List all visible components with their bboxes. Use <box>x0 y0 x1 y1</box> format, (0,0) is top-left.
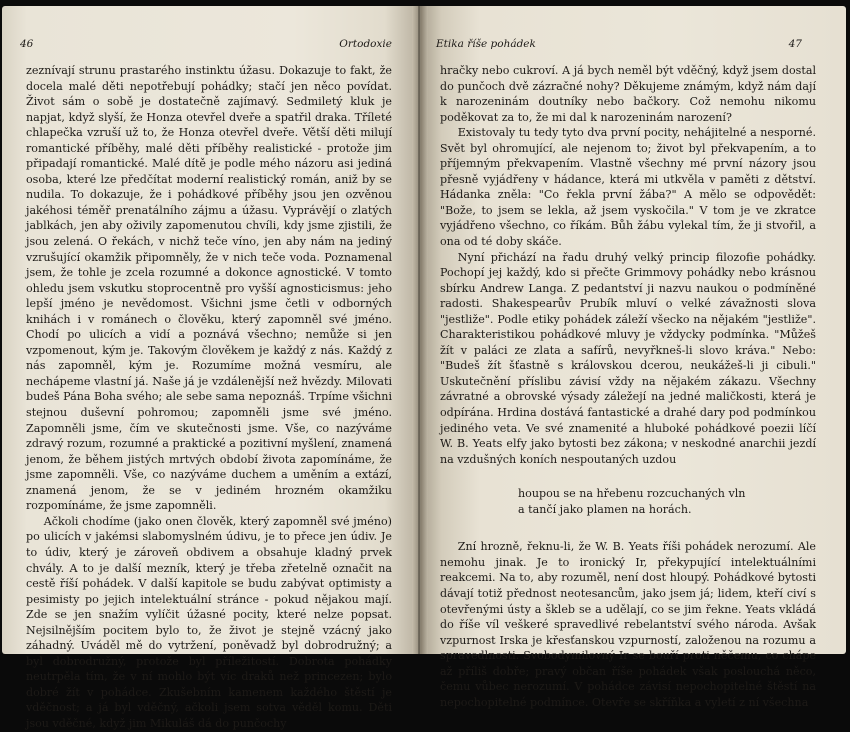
paragraph: Nyní přichází na řadu druhý velký princip filozofie pohádky. Pochopí jej každý, kdo si přečte Grimmovy pohádky nebo krásnou sbírku Andrew Langa. Z pedantství ji nazvu naukou o podmíněné radosti. Shakespearův Prubík mluví o velké závažnosti slova "jestliže". Podle etiky pohádek záleží všecko na nějakém "jestliže". Charakteristikou pohádkové mluvy je vždycky podmínka. "Můžeš žít v paláci ze zlata a safírů, nevyřkneš-li slovo kráva." Nebo: "Budeš žít šťastně s královskou dcerou, neukážeš-li ji cibuli." Uskutečnění příslibu závisí vždy na nějakém zákazu. Všechny závratné a obrovské výsady záležejí na jedné maličkosti, která je odpírána. Hrdina dostává fantastické a drahé dary pod podmínkou jediného veta. Ve své znamenité a hluboké pohádkové poezii líčí W. B. Yeats elfy jako bytosti bez zákona; v neskodné anarchii jezdí na vzdušných koních nespoutaných uzdou <box>440 250 816 466</box>
verse-quote <box>518 486 816 517</box>
page-body <box>440 63 816 710</box>
paragraph: zeznívají strunu prastarého instinktu úžasu. Dokazuje to fakt, že docela malé děti nepotřebují pohádky; stačí jen něco povídat. Život sám o sobě je dostatečně zajímavý. Sedmiletý kluk je napjat, když slyší, že Honza otevřel dveře a spatřil draka. Tříleté chlapečka vzruší už to, že Honza otevřel dveře. Větší děti milují romantické příběhy, malé děti příběhy realistické - protože jim připadají romantické. Malé dítě je podle mého názoru asi jediná osoba, které lze předčítat moderní realistický román, aniž by se nudila. To dokazuje, že i pohádkové příběhy jsou jen ozvěnou jakéhosi téměř prenatálního zájmu a úžasu. Vyprávějí o zlatých jablkách, jen aby oživily zapomenutou chvíli, kdy jsme zjistili, že jsou zelená. O řekách, v nichž teče víno, jen aby nám na jediný vzrušující okamžik připomněly, že v nich teče voda. Poznamenal jsem, že tohle je zcela rozumné a dokonce agnostické. V tomto ohledu jsem vskutku stoprocentně pro vyšší agnosticismus: jeho lepší jméno je nevědomost. Všichni jsme četli v odborných knihách i v románech o člověku, který zapomněl své jméno. Chodí po ulicích a vidí a poznává všechno; nemůže si jen vzpomenout, kým je. Takovým člověkem je každý z nás. Každý z nás zapomněl, kým je. Rozumíme možná vesmíru, ale nechápeme vlastní já. Naše já je vzdálenější než hvězdy. Milovati budeš Pána Boha svého; ale sebe sama nepoznáš. Trpíme všichni stejnou duševní pohromou; zapomněli jsme své jméno. Zapomněli jsme, čím ve skutečnosti jsme. Vše, co nazýváme zdravý rozum, rozumné a praktické a pozitivní myšlení, znamená jenom, že během jistých mrtvých období života zapomínáme, že jsme zapomněli. Vše, co nazýváme duchem a uměním a extází, znamená jenom, že se v jediném hrozném okamžiku rozpomínáme, že jsme zapomněli. <box>26 64 392 513</box>
verse-line: houpou se na hřebenu rozcuchaných vln <box>518 487 746 501</box>
page-number: 46 <box>20 38 34 50</box>
paragraph: Existovaly tu tedy tyto dva první pocity, nehájitelné a nesporné. Svět byl ohromující, ale nejenom to; život byl překvapením, a to příjemným překvapením. Vlastně všechny mé první názory jsou přesně vyjádřeny v hádance, která mi utkvěla v paměti z dětství. Hádanka zněla: "Co řekla první žába?" A mělo se odpovědět: "Bože, to jsem se lekla, až jsem vyskočila." V tom je ve zkratce vyjádřeno všechno, co říkám. Bůh žábu vylekal tím, že ji stvořil, a ona od té doby skáče. <box>440 126 816 249</box>
left-page <box>2 6 418 730</box>
paragraph: Ačkoli chodíme (jako onen člověk, který zapomněl své jméno) po ulicích v jakémsi slabomyslném údivu, je to přece jen údiv. Je to údiv, který je zároveň obdivem a obsahuje kladný prvek chvály. A to je další mezník, který je třeba zřetelně označit na cestě říší pohádek. V další kapitole se budu zabývat optimisty a pesimisty po jejich intelektuální stránce - pokud nějakou mají. Zde se jen snažím vylíčit úžasné pocity, které nelze popsat. Nejsilnějším pocitem bylo to, že život je stejně vzácný jako záhadný. Uváděl mě do vytržení, poněvadž byl dobrodružný; a byl dobrodružný, protože byl příležitostí. Dobrota pohádky neutrpěla tím, že v ní mohlo být víc draků než princezen; bylo dobré žít v pohádce. Zkušebním kamenem každého štěstí je vděčnost; a já byl vděčný, ačkoli jsem sotva věděl komu. Děti jsou vděčné, když jim Mikuláš dá do punčochy <box>26 514 392 730</box>
running-head: Etika říše pohádek <box>436 38 536 50</box>
book-gutter <box>412 6 428 654</box>
verse-line: a tančí jako plamen na horách. <box>518 502 692 516</box>
paragraph: Zní hrozně, řeknu-li, že W. B. Yeats říši pohádek nerozumí. Ale nemohu jinak. Je to ironický Ir, překypující intelektuálními reakcemi. Na to, aby rozuměl, není dost hloupý. Pohádkové bytosti dávají totiž přednost neotesancům, jako jsem já; lidem, kteří civí s otevřenými ústy a škleb se a udělají, co se jim řekne. Yeats vkládá do říše víl veškeré spravedlivé rebelantství svého národa. Avšak vzpurnost Irska je křesťanskou vzpurností, založenou na rozumu a spravedlnosti. Svobodymilovný Ir se bouří proti něčemu, co chápe až příliš dobře; pravý občan říše pohádek však poslouchá něco, čemu vůbec nerozumí. V pohádce závisí nepochopitelné štěstí na nepochopitelné podmínce. Otevře se skříňka a vyletí z ní všechna <box>440 540 816 709</box>
paragraph: hračky nebo cukroví. A já bych neměl být vděčný, když jsem dostal do punčoch dvě zázračné nohy? Děkujeme známým, když nám dají k narozeninám doutníky nebo bačkory. Což nemohu nikomu poděkovat za to, že mi dal k narozeninám narození? <box>440 64 816 124</box>
page-body <box>26 63 392 732</box>
right-page <box>420 6 846 709</box>
page-number: 47 <box>788 38 802 50</box>
running-head: Ortodoxie <box>339 38 392 50</box>
